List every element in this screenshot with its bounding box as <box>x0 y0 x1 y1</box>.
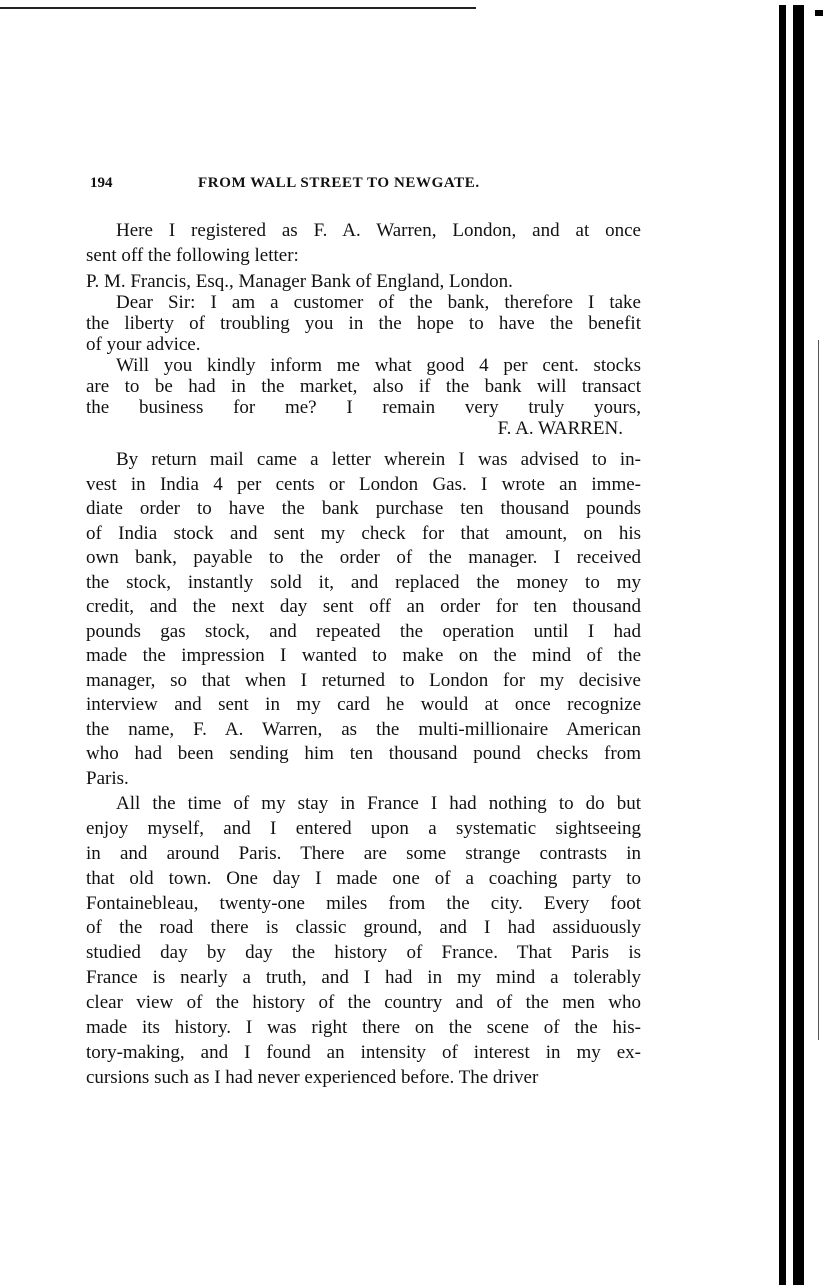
paragraph-3 <box>86 792 641 1091</box>
text-line: credit, and the next day sent off an order for ten thousand <box>86 596 641 617</box>
text-line: who had been sending him ten thousand pound checks from <box>86 743 641 764</box>
text-line: cursions such as I had never experienced before. The driver <box>86 1066 539 1088</box>
paragraph-2 <box>86 448 641 791</box>
text-line: pounds gas stock, and repeated the operation until I had <box>86 620 641 642</box>
letter-block <box>86 271 641 439</box>
text-line: the business for me? I remain very truly yours, <box>86 397 641 418</box>
text-line: are to be had in the market, also if the bank will transact <box>86 376 641 397</box>
text-line: in and around Paris. There are some strange contrasts in <box>86 842 641 864</box>
text-line: made its history. I was right there on the scene of the his- <box>86 1017 641 1039</box>
text-line: of the road there is classic ground, and I had assiduously <box>86 917 641 939</box>
top-rule <box>0 7 476 9</box>
text-line: the liberty of troubling you in the hope to have the benefit <box>86 313 641 334</box>
text-line: own bank, payable to the order of the manager. I received <box>86 547 641 568</box>
text-line: studied day by day the history of France. That Paris is <box>86 942 641 964</box>
binding-edge-bar <box>779 5 786 1285</box>
scan-artifact <box>815 10 823 16</box>
text-line: that old town. One day I made one of a coaching party to <box>86 867 641 889</box>
text-line: Paris. <box>86 767 129 789</box>
text-line: Will you kindly inform me what good 4 per cent. stocks <box>116 355 641 376</box>
text-line: All the time of my stay in France I had nothing to do but <box>116 793 641 814</box>
text-line: the stock, instantly sold it, and replaced the money to my <box>86 571 641 593</box>
text-line: sent off the following letter: <box>86 244 299 266</box>
text-line: vest in India 4 per cents or London Gas. I wrote an imme- <box>86 473 641 495</box>
text-line: Dear Sir: I am a customer of the bank, therefore I take <box>116 292 641 313</box>
binding-edge-bar <box>793 5 804 1285</box>
text-line: F. A. WARREN. <box>497 418 623 439</box>
text-line: clear view of the history of the country and of the men who <box>86 992 641 1014</box>
paragraph-1 <box>86 219 641 268</box>
text-line: Fontainebleau, twenty-one miles from the city. Every foot <box>86 892 641 914</box>
text-line: tory-making, and I found an intensity of interest in my ex- <box>86 1041 641 1063</box>
text-line: enjoy myself, and I entered upon a systematic sightseeing <box>86 817 641 839</box>
text-line: France is nearly a truth, and I had in my mind a tolerably <box>86 967 641 989</box>
text-line: diate order to have the bank purchase ten thousand pounds <box>86 498 641 519</box>
running-title: FROM WALL STREET TO NEWGATE. <box>198 175 480 191</box>
text-line: of India stock and sent my check for that amount, on his <box>86 522 641 544</box>
scan-artifact <box>818 340 819 1040</box>
text-line: P. M. Francis, Esq., Manager Bank of England, London. <box>86 271 513 292</box>
page-number: 194 <box>90 175 113 191</box>
text-line: of your advice. <box>86 334 201 355</box>
text-line: interview and sent in my card he would at once recognize <box>86 694 641 715</box>
text-line: Here I registered as F. A. Warren, London, and at once <box>116 220 641 241</box>
text-line: made the impression I wanted to make on the mind of the <box>86 645 641 666</box>
text-line: By return mail came a letter wherein I was advised to in- <box>116 449 641 470</box>
text-line: manager, so that when I returned to London for my decisive <box>86 669 641 691</box>
text-line: the name, F. A. Warren, as the multi-millionaire American <box>86 718 641 740</box>
